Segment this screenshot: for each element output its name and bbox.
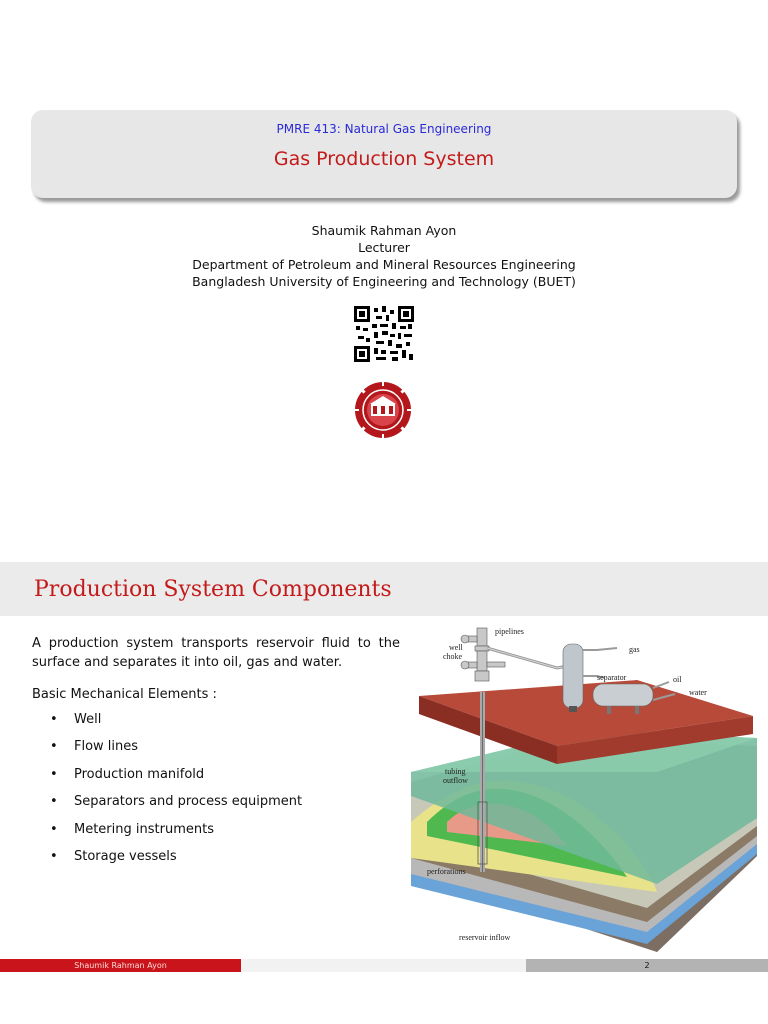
list-item xyxy=(50,794,302,821)
list-item xyxy=(50,822,302,849)
subsurface-layers xyxy=(411,730,757,952)
label-water: water xyxy=(689,688,707,697)
author-role: Lecturer xyxy=(358,240,410,255)
content-slide xyxy=(0,556,768,1024)
label-tubing: tubing xyxy=(445,767,466,776)
list-item-text: Separators and process equipment xyxy=(74,794,303,810)
bullet: • xyxy=(50,794,58,810)
list-item-text: Production manifold xyxy=(74,766,205,782)
author-university: Bangladesh University of Engineering and Technology (BUET) xyxy=(192,274,576,289)
bullet: • xyxy=(50,848,58,864)
footer-author: Shaumik Rahman Ayon xyxy=(0,959,241,972)
title-box xyxy=(31,110,737,198)
footer-page-number: 2 xyxy=(526,959,768,972)
production-system-diagram xyxy=(407,622,761,954)
label-gas: gas xyxy=(629,645,640,654)
label-separator: separator xyxy=(597,673,627,682)
elements-list xyxy=(50,712,302,876)
author-department: Department of Petroleum and Mineral Resources Engineering xyxy=(192,257,576,272)
footer-middle xyxy=(241,959,526,972)
list-item xyxy=(50,739,302,766)
label-reservoir-inflow: reservoir inflow xyxy=(459,933,511,942)
qr-code xyxy=(354,306,414,362)
bullet: • xyxy=(50,739,58,755)
list-item xyxy=(50,767,302,794)
elements-heading: Basic Mechanical Elements : xyxy=(32,687,217,702)
deck-title: Gas Production System xyxy=(273,148,495,170)
list-item-text: Metering instruments xyxy=(74,821,214,837)
list-item-text: Storage vessels xyxy=(74,848,177,864)
list-item xyxy=(50,712,302,739)
frame-title-bar xyxy=(0,562,768,616)
author-name: Shaumik Rahman Ayon xyxy=(311,223,457,238)
course-name: PMRE 413: Natural Gas Engineering xyxy=(276,122,492,136)
list-item-text: Flow lines xyxy=(74,739,139,755)
bullet: • xyxy=(50,712,58,727)
list-item xyxy=(50,849,302,876)
label-choke: choke xyxy=(443,652,463,661)
label-well: well xyxy=(449,643,463,652)
label-pipelines: pipelines xyxy=(495,627,524,636)
list-item-text: Well xyxy=(74,712,102,727)
label-oil: oil xyxy=(673,675,682,684)
bullet: • xyxy=(50,766,58,782)
university-seal xyxy=(353,382,413,438)
bullet: • xyxy=(50,821,58,837)
author-block xyxy=(0,222,768,290)
intro-paragraph: A production system transports reservoir fluid to the surface and separates it into oil, gas and water. xyxy=(32,636,400,670)
label-perforations: perforations xyxy=(427,867,466,876)
frame-title: Production System Components xyxy=(34,577,392,602)
label-outflow: outflow xyxy=(443,776,468,785)
